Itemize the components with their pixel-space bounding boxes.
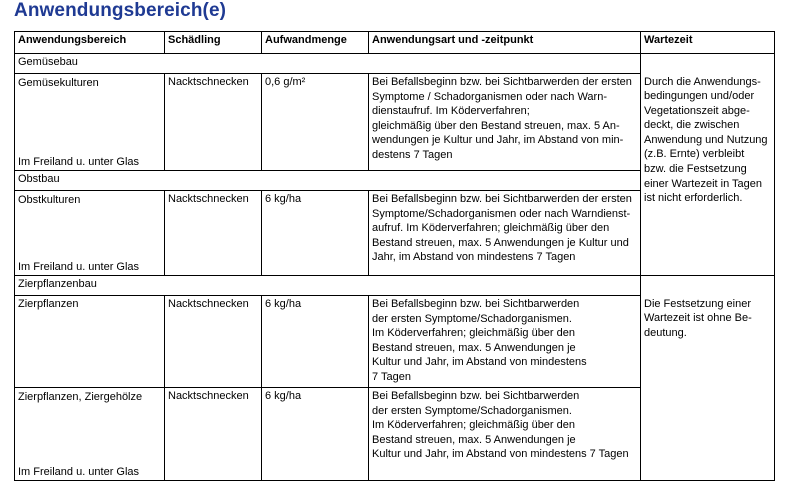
bereich-cell bbox=[15, 74, 165, 171]
wartezeit-line: Anwendung und Nutzung bbox=[644, 133, 768, 146]
menge-cell: 6 kg/ha bbox=[262, 388, 369, 481]
header-aufwandmenge: Aufwandmenge bbox=[262, 32, 369, 54]
wartezeit-line: Wartezeit ist ohne Be- bbox=[644, 312, 752, 325]
section-row-zierpflanzenbau bbox=[15, 276, 775, 296]
art-line: gleichmäßig über den Bestand streuen, max. 5 An- bbox=[372, 119, 620, 132]
table-row bbox=[15, 74, 775, 171]
art-line: Im Köderverfahren; gleichmäßig über den bbox=[372, 419, 575, 432]
art-line: 7 Tagen bbox=[372, 370, 411, 383]
art-cell bbox=[369, 74, 641, 171]
schaedling-cell: Nacktschnecken bbox=[165, 74, 262, 171]
art-line: Bestand streuen, max. 5 Anwendungen je bbox=[372, 433, 576, 446]
table-row bbox=[15, 296, 775, 388]
section-title: Zierpflanzenbau bbox=[15, 276, 641, 296]
art-line: Symptome/Schadorganismen oder nach Warndienst- bbox=[372, 207, 631, 220]
wartezeit-line: Durch die Anwendungs- bbox=[644, 75, 761, 88]
bereich-cell bbox=[15, 191, 165, 276]
wartezeit-line: Vegetationszeit abge- bbox=[644, 104, 750, 117]
section-title: Gemüsebau bbox=[15, 54, 641, 74]
section-row-gemuesebau bbox=[15, 54, 775, 74]
schaedling-cell: Nacktschnecken bbox=[165, 388, 262, 481]
schaedling-cell: Nacktschnecken bbox=[165, 191, 262, 276]
bereich-text: Obstkulturen bbox=[18, 194, 81, 206]
bereich-cell bbox=[15, 388, 165, 481]
bereich-text: Zierpflanzen, Ziergehölze bbox=[18, 391, 143, 403]
schaedling-cell: Nacktschnecken bbox=[165, 296, 262, 388]
art-line: dienstaufruf. Im Köderverfahren; bbox=[372, 105, 530, 118]
art-line: der ersten Symptome/Schadorganismen. bbox=[372, 404, 572, 417]
art-line: Symptome / Schadorganismen oder nach Warn- bbox=[372, 90, 607, 103]
wartezeit-line: deutung. bbox=[644, 326, 687, 339]
wartezeit-line: bzw. die Festsetzung bbox=[644, 163, 747, 176]
page-title: Anwendungsbereich(e) bbox=[14, 0, 227, 21]
art-line: Bestand streuen, max. 5 Anwendungen je Kultur und bbox=[372, 236, 629, 249]
wartezeit-line: Die Festsetzung einer bbox=[644, 297, 751, 310]
wartezeit-line: (z.B. Ernte) verbleibt bbox=[644, 148, 745, 161]
wartezeit-cell bbox=[641, 74, 775, 276]
wartezeit-cell bbox=[641, 296, 775, 481]
art-line: Im Köderverfahren; gleichmäßig über den bbox=[372, 327, 575, 340]
menge-cell: 0,6 g/m² bbox=[262, 74, 369, 171]
art-line: Bei Befallsbeginn bzw. bei Sichtbarwerden bbox=[372, 390, 580, 402]
art-line: Bei Befallsbeginn bzw. bei Sichtbarwerden der ersten bbox=[372, 193, 632, 205]
art-cell bbox=[369, 388, 641, 481]
wartezeit-line: einer Wartezeit in Tagen bbox=[644, 177, 763, 190]
art-line: der ersten Symptome/Schadorganismen. bbox=[372, 312, 572, 325]
application-table bbox=[14, 31, 775, 481]
art-line: Bei Befallsbeginn bzw. bei Sichtbarwerden bbox=[372, 298, 580, 310]
menge-cell: 6 kg/ha bbox=[262, 191, 369, 276]
art-line: Bestand streuen, max. 5 Anwendungen je bbox=[372, 341, 576, 354]
wartezeit-line: deckt, die zwischen bbox=[644, 119, 740, 132]
art-line: Kultur und Jahr, im Abstand von mindestens 7 Tagen bbox=[372, 448, 629, 461]
bereich-note: Im Freiland u. unter Glas bbox=[18, 466, 140, 479]
wartezeit-blank bbox=[641, 54, 775, 74]
art-line: Bei Befallsbeginn bzw. bei Sichtbarwerden der ersten bbox=[372, 76, 632, 88]
art-line: Kultur und Jahr, im Abstand von mindestens bbox=[372, 356, 587, 369]
bereich-cell: Zierpflanzen bbox=[15, 296, 165, 388]
header-row bbox=[15, 32, 775, 54]
bereich-note: Im Freiland u. unter Glas bbox=[18, 156, 140, 169]
art-cell bbox=[369, 296, 641, 388]
art-line: wendungen je Kultur und Jahr, im Abstand von min- bbox=[372, 134, 624, 147]
wartezeit-line: bedingungen und/oder bbox=[644, 90, 755, 103]
header-anwendungsart: Anwendungsart und -zeitpunkt bbox=[369, 32, 641, 54]
art-cell bbox=[369, 191, 641, 276]
art-line: destens 7 Tagen bbox=[372, 148, 453, 161]
art-line: Jahr, im Abstand von mindestens 7 Tagen bbox=[372, 251, 576, 264]
section-title: Obstbau bbox=[15, 171, 641, 191]
menge-cell: 6 kg/ha bbox=[262, 296, 369, 388]
header-schaedling: Schädling bbox=[165, 32, 262, 54]
wartezeit-blank bbox=[641, 276, 775, 296]
art-line: aufruf. Im Köderverfahren; gleichmäßig über den bbox=[372, 222, 610, 235]
bereich-note: Im Freiland u. unter Glas bbox=[18, 261, 140, 274]
header-anwendungsbereich: Anwendungsbereich bbox=[15, 32, 165, 54]
wartezeit-line: ist nicht erforderlich. bbox=[644, 192, 743, 205]
header-wartezeit: Wartezeit bbox=[641, 32, 775, 54]
bereich-text: Gemüsekulturen bbox=[18, 77, 99, 89]
